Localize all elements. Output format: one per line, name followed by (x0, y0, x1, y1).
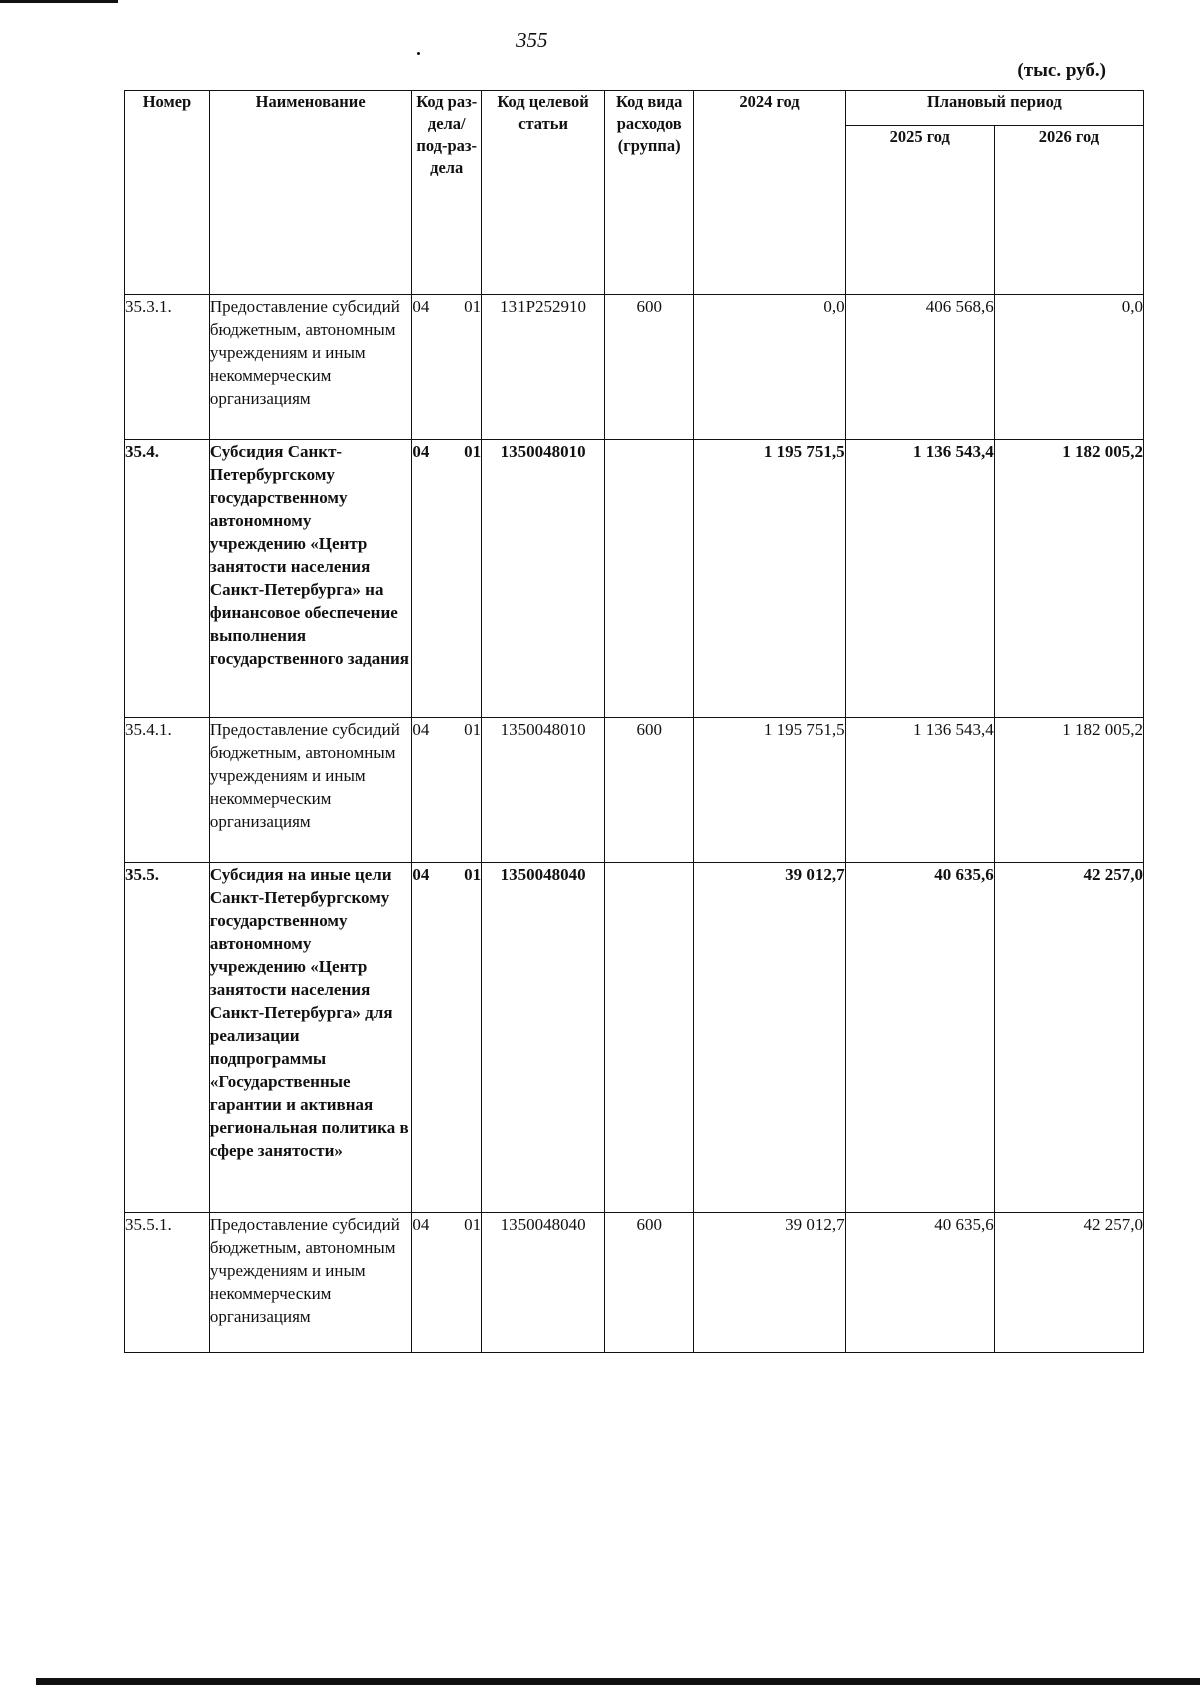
table-body (125, 295, 1144, 1353)
cell-subsection-code: 01 (464, 442, 482, 461)
cell-name: Предоставление субсидий бюджетным, автономным учреждениям и иным некоммерческим организациям (209, 295, 411, 440)
cell-section (412, 295, 482, 440)
cell-2026: 0,0 (994, 295, 1143, 440)
cell-group: 600 (605, 1213, 694, 1353)
cell-name: Предоставление субсидий бюджетным, автономным учреждениям и иным некоммерческим организациям (209, 1213, 411, 1353)
cell-group: 600 (605, 718, 694, 863)
cell-target: 1350048010 (482, 440, 605, 718)
cell-number: 35.4. (125, 440, 210, 718)
header-year-2026: 2026 год (994, 126, 1143, 295)
header-name: Наименование (209, 91, 411, 295)
cell-target: 131P252910 (482, 295, 605, 440)
cell-2026: 42 257,0 (994, 1213, 1143, 1353)
cell-section-code: 04 (412, 297, 430, 316)
cell-section (412, 1213, 482, 1353)
cell-section-code: 04 (412, 865, 430, 884)
cell-number: 35.3.1. (125, 295, 210, 440)
cell-2024: 1 195 751,5 (694, 440, 845, 718)
header-expense-type: Код вида расходов (группа) (605, 91, 694, 295)
cell-2026: 42 257,0 (994, 863, 1143, 1213)
cell-number: 35.4.1. (125, 718, 210, 863)
cell-section (412, 863, 482, 1213)
units-label: (тыс. руб.) (1017, 60, 1106, 81)
cell-subsection-code: 01 (464, 1215, 482, 1234)
header-year-2025: 2025 год (845, 126, 994, 295)
table-row (125, 863, 1144, 1213)
budget-table (124, 90, 1144, 1353)
cell-2024: 0,0 (694, 295, 845, 440)
cell-section-code: 04 (412, 1215, 430, 1234)
header-section-code-text: Код раз-дела/ под-раз-дела (416, 92, 478, 177)
cell-target: 1350048040 (482, 863, 605, 1213)
cell-2025: 1 136 543,4 (845, 718, 994, 863)
cell-group: 600 (605, 295, 694, 440)
cell-target: 1350048010 (482, 718, 605, 863)
header-number: Номер (125, 91, 210, 295)
cell-subsection-code: 01 (464, 297, 482, 316)
cell-2025: 40 635,6 (845, 863, 994, 1213)
cell-section-code: 04 (412, 442, 430, 461)
cell-target: 1350048040 (482, 1213, 605, 1353)
cell-name: Субсидия на иные цели Санкт-Петербургскому государственному автономному учреждению «Центр занятости населения Санкт-Петербурга» для реализации подпрограммы «Государственные гарантии и активная региональная политика в сфере занятости» (209, 863, 411, 1213)
cell-2024: 39 012,7 (694, 1213, 845, 1353)
cell-group (605, 863, 694, 1213)
cell-2025: 1 136 543,4 (845, 440, 994, 718)
cell-group (605, 440, 694, 718)
cell-2025: 406 568,6 (845, 295, 994, 440)
header-target-code: Код целевой статьи (482, 91, 605, 295)
cell-2024: 1 195 751,5 (694, 718, 845, 863)
cell-name: Субсидия Санкт-Петербургскому государственному автономному учреждению «Центр занятости населения Санкт-Петербурга» на финансовое обеспечение выполнения государственного задания (209, 440, 411, 718)
header-planned-period: Плановый период (845, 91, 1143, 126)
cell-subsection-code: 01 (464, 865, 482, 884)
cell-name: Предоставление субсидий бюджетным, автономным учреждениям и иным некоммерческим организациям (209, 718, 411, 863)
cell-section (412, 440, 482, 718)
cell-2024: 39 012,7 (694, 863, 845, 1213)
cell-section-code: 04 (412, 720, 430, 739)
header-section-code (412, 91, 482, 295)
top-rule (0, 0, 118, 3)
cell-2026: 1 182 005,2 (994, 440, 1143, 718)
table-row (125, 295, 1144, 440)
table-row (125, 718, 1144, 863)
scan-dot (417, 52, 420, 55)
cell-number: 35.5. (125, 863, 210, 1213)
table-row (125, 440, 1144, 718)
cell-2025: 40 635,6 (845, 1213, 994, 1353)
page-number: 355 (516, 28, 548, 52)
cell-subsection-code: 01 (464, 720, 482, 739)
table-row (125, 1213, 1144, 1353)
cell-section (412, 718, 482, 863)
cell-2026: 1 182 005,2 (994, 718, 1143, 863)
cell-number: 35.5.1. (125, 1213, 210, 1353)
bottom-rule (36, 1678, 1200, 1685)
header-year-2024: 2024 год (694, 91, 845, 295)
header-row-1 (125, 91, 1144, 126)
